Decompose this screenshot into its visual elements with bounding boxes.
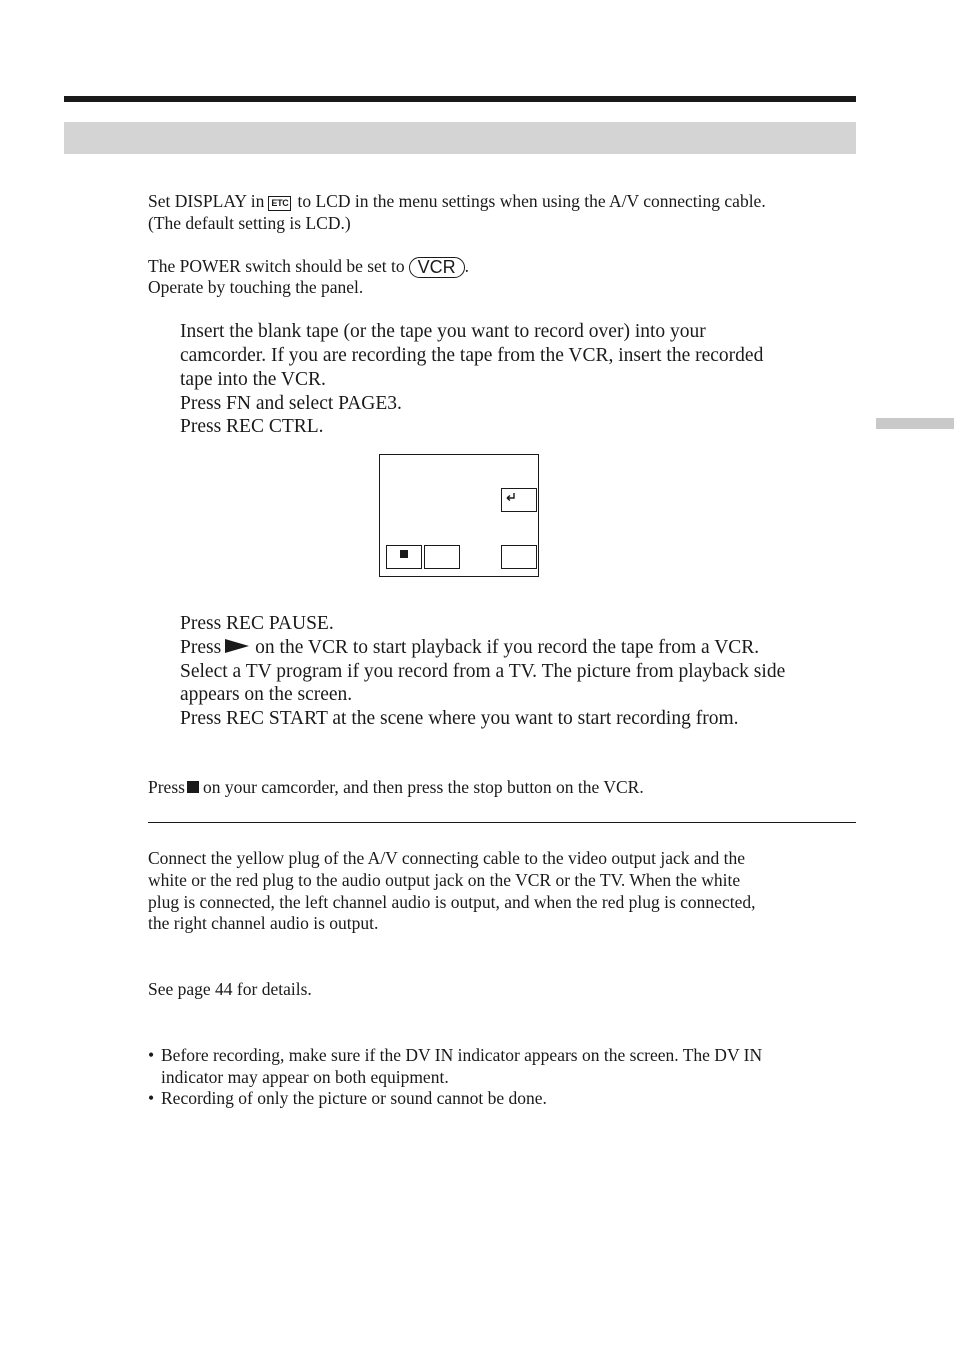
rec-pause-button [424,545,460,569]
section-header-band [64,122,856,154]
display-setting-line [148,190,766,212]
step-insert-line-2: camcorder. If you are recording the tape from the VCR, insert the recorded [180,345,764,366]
play-text-2: on the VCR to start playback if you record the tape from a VCR. [255,637,760,658]
stop-text-2: on your camcorder, and then press the stop button on the VCR. [202,777,644,797]
vcr-mode-badge: VCR [409,257,465,278]
header-rule [64,96,856,102]
av-note-line-4: the right channel audio is output. [148,913,379,933]
default-setting-note: (The default setting is LCD.) [148,213,351,233]
step-tv-line-1: Select a TV program if you record from a TV. The picture from playback side [180,661,786,682]
stop-icon [187,781,199,793]
play-text: Press [180,637,222,658]
step-press-fn: Press FN and select PAGE3. [180,393,402,414]
av-note-line-1: Connect the yellow plug of the A/V connecting cable to the video output jack and the [148,848,745,868]
rec-start-button [501,545,537,569]
bullet-item-1-cont: indicator may appear on both equipment. [161,1067,449,1087]
bullet-dot: • [148,1088,155,1108]
bullet-item-1 [148,1044,762,1066]
stop-button [386,545,422,569]
display-setting-text: Set DISPLAY in [148,191,265,211]
chapter-side-tab [876,418,954,429]
av-note-line-2: white or the red plug to the audio output jack on the VCR or the TV. When the white [148,870,741,890]
step-rec-start: Press REC START at the scene where you want to start recording from. [180,708,739,729]
av-note-line-3: plug is connected, the left channel audio is output, and when the red plug is connected, [148,892,756,912]
lcd-panel-illustration [379,454,539,577]
play-icon [225,639,249,653]
display-setting-text-2: to LCD in the menu settings when using the A/V connecting cable. [297,191,766,211]
bullet-item-2 [148,1087,547,1109]
stop-icon [400,550,408,558]
operate-panel-line: Operate by touching the panel. [148,277,364,297]
power-switch-text: The POWER switch should be set to [148,256,405,276]
step-rec-pause: Press REC PAUSE. [180,613,334,634]
step-tv-line-2: appears on the screen. [180,684,353,705]
bullet-1-text: Before recording, make sure if the DV IN indicator appears on the screen. The DV IN [161,1045,763,1065]
step-insert-line-3: tape into the VCR. [180,369,326,390]
power-switch-line [148,255,469,278]
step-insert-line-1: Insert the blank tape (or the tape you want to record over) into your [180,321,706,342]
see-page-reference: See page 44 for details. [148,979,312,999]
step-play-line [180,636,759,660]
power-switch-period: . [464,256,470,276]
return-icon [502,489,536,511]
section-divider [148,822,856,823]
return-button [501,488,537,512]
stop-instruction [148,776,644,798]
stop-text: Press [148,777,185,797]
etc-menu-icon: ETC [268,196,291,211]
bullet-2-text: Recording of only the picture or sound cannot be done. [161,1088,547,1108]
step-press-rec-ctrl: Press REC CTRL. [180,416,324,437]
bullet-dot: • [148,1045,155,1065]
